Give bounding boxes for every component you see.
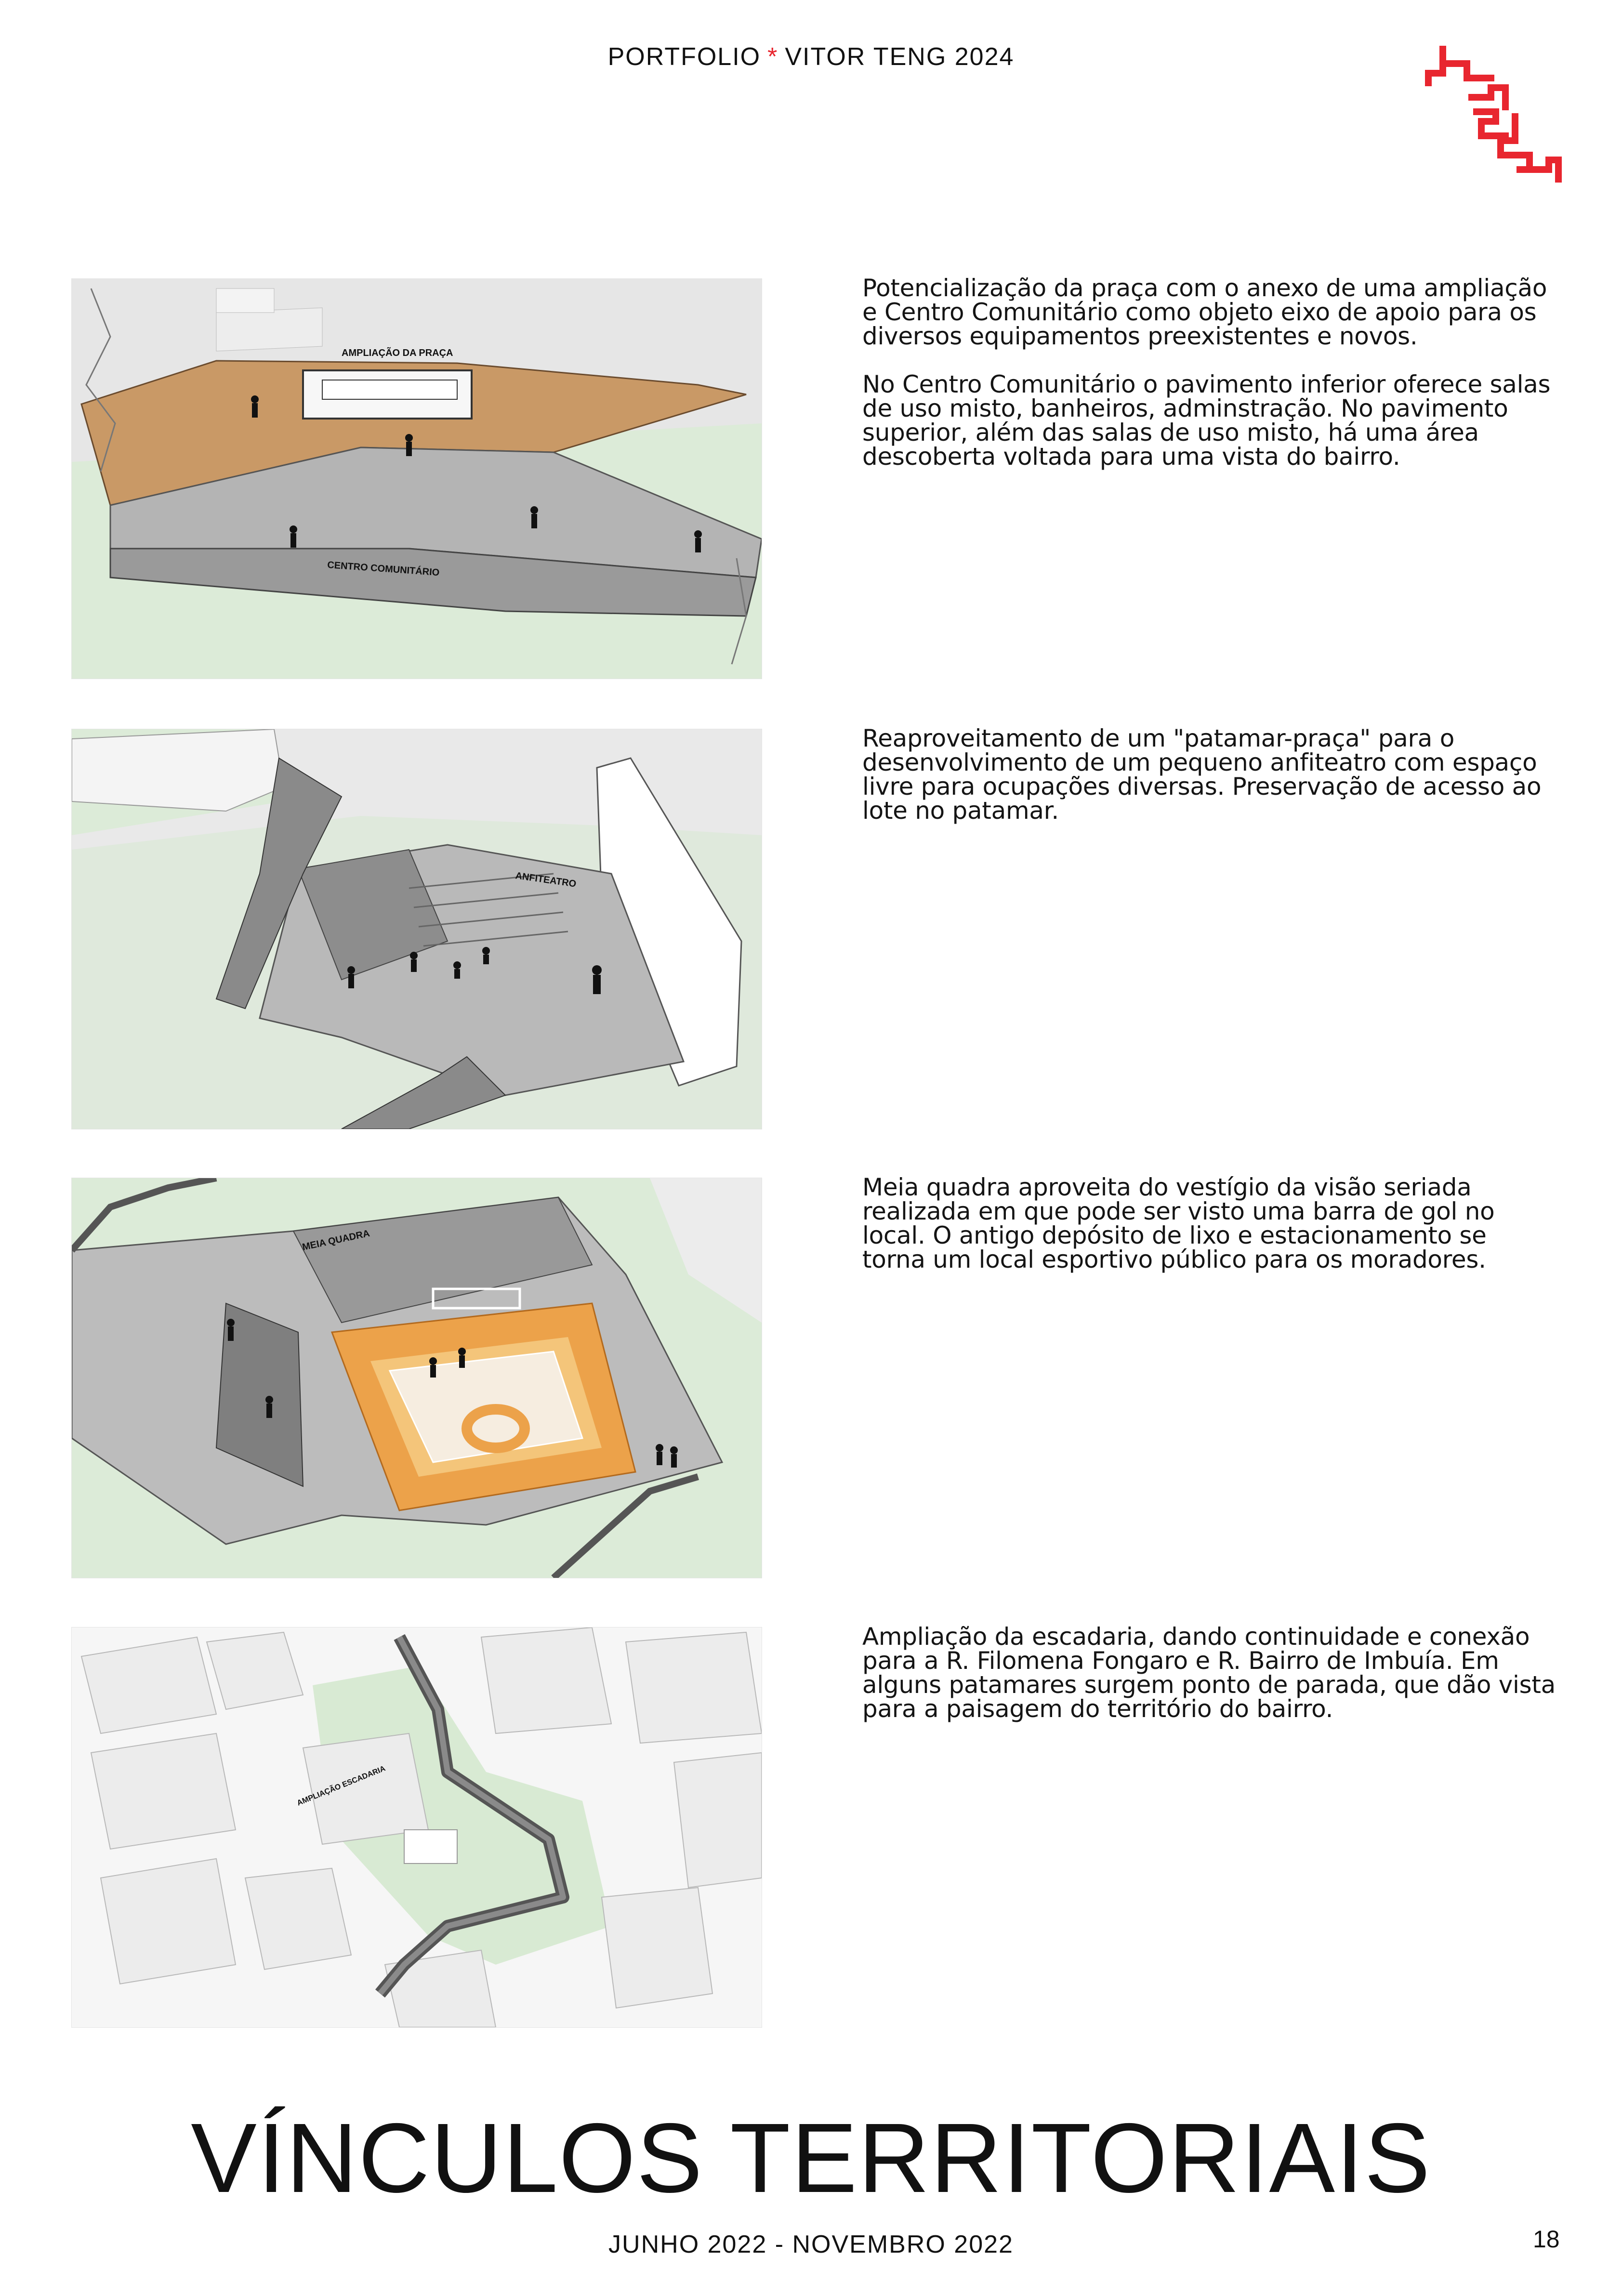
text-ampliacao-praca: Potencialização da praça com o anexo de uma ampliação e Centro Comunitário como objeto eixo de apoio para os diversos equipamentos preexistentes e novos. No Centro Comunitário o pavimento inferior oferece salas de uso misto, banheiros, adminstração. No pavimento superior, além das salas de uso misto, há uma área descoberta voltada para uma vista do bairro. xyxy=(862,274,1551,471)
page-title: VÍNCULOS TERRITORIAIS xyxy=(191,2103,1431,2213)
page-number: 18 xyxy=(1533,2226,1560,2253)
page-subtitle-dates: JUNHO 2022 - NOVEMBRO 2022 xyxy=(608,2230,1014,2258)
image-meia-quadra xyxy=(71,1178,762,1578)
image-ampliacao-escadaria xyxy=(71,1627,762,2028)
logo-mark xyxy=(1424,44,1563,184)
header-star: * xyxy=(767,43,778,71)
text-meia-quadra: Meia quadra aproveita do vestígio da visão seriada realizada em que pode ser visto uma barra de gol no local. O antigo depósito de lixo e estacionamento se torna um local esportivo público para os moradores. xyxy=(862,1173,1495,1273)
page-header xyxy=(0,42,1622,71)
label-meia-quadra: MEIA QUADRA xyxy=(301,1228,371,1253)
image-anfiteatro xyxy=(71,729,762,1129)
header-portfolio: PORTFOLIO xyxy=(607,43,761,71)
label-ampliacao-praca: AMPLIAÇÃO DA PRAÇA xyxy=(342,348,453,358)
text-anfiteatro: Reaproveitamento de um "patamar-praça" para o desenvolvimento de um pequeno anfiteatro com espaço livre para ocupações diversas. Preservação de acesso ao lote no patamar. xyxy=(862,724,1542,825)
label-ampliacao-escadaria: AMPLIAÇÃO ESCADARIA xyxy=(296,1764,387,1808)
image-ampliacao-praca xyxy=(71,278,762,679)
label-centro-comunitario: CENTRO COMUNITÁRIO xyxy=(327,560,440,578)
label-anfiteatro: ANFITEATRO xyxy=(514,870,577,890)
text-ampliacao-escadaria: Ampliação da escadaria, dando continuidade e conexão para a R. Filomena Fongaro e R. Bairro de Imbuía. Em alguns patamares surgem ponto de parada, que dão vista para a paisagem do território do bairro. xyxy=(862,1623,1556,1723)
header-author-year: VITOR TENG 2024 xyxy=(785,43,1015,71)
